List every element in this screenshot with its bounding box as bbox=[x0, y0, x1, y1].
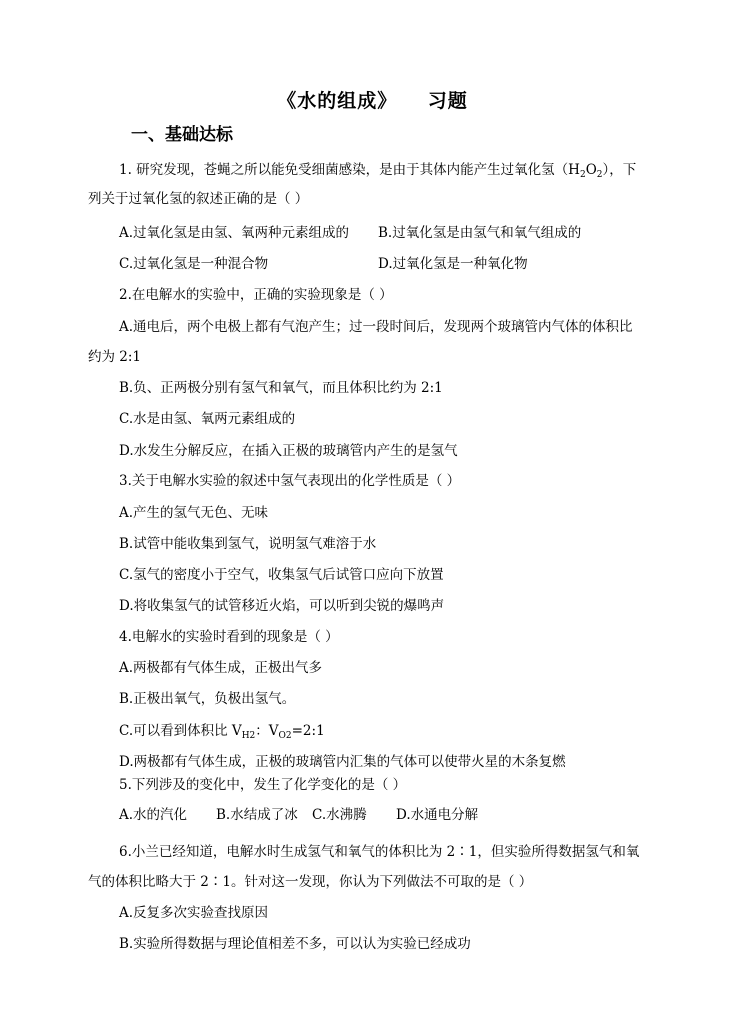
question-5-stem: 5.下列涉及的变化中，发生了化学变化的是（ ） bbox=[119, 777, 407, 793]
question-3-option-a: A.产生的氢气无色、无味 bbox=[119, 505, 269, 521]
question-1-option-c: C.过氧化氢是一种混合物 bbox=[119, 256, 269, 272]
question-1-option-d: D.过氧化氢是一种氧化物 bbox=[378, 256, 528, 272]
question-6-stem: 6.小兰已经知道，电解水时生成氢气和氧气的体积比为 2∶1，但实验所得数据氢气和氧 bbox=[119, 844, 640, 860]
question-4-option-c: C.可以看到体积比 $V_{H2}$：$V_{O2}=2:1$ bbox=[119, 723, 325, 741]
question-6-stem-cont: 气的体积比略大于 2∶1。针对这一发现，你认为下列做法不可取的是（ ） bbox=[88, 874, 533, 890]
question-3-option-d: D.将收集氢气的试管移近火焰，可以听到尖锐的爆鸣声 bbox=[119, 598, 445, 614]
question-2-option-b: B.负、正两极分别有氢气和氧气，而且体积比约为 2:1 bbox=[119, 380, 443, 396]
question-4-option-d: D.两极都有气体生成，正极的玻璃管内汇集的气体可以使带火星的木条复燃 bbox=[119, 754, 566, 770]
question-5-option-b: B.水结成了冰 bbox=[216, 807, 298, 823]
question-1-stem: 1. 研究发现，苍蝇之所以能免受细菌感染，是由于其体内能产生过氧化氢$(H_2O_2)$，下 bbox=[119, 162, 637, 180]
question-4-option-a: A.两极都有气体生成，正极出气多 bbox=[119, 660, 323, 676]
question-5-option-c: C.水沸腾 bbox=[312, 807, 367, 823]
question-1-option-a: A.过氧化氢是由氢、氧两种元素组成的 bbox=[119, 225, 350, 241]
section-heading: 一、基础达标 bbox=[131, 125, 233, 145]
question-5-options bbox=[119, 806, 478, 824]
page-title: 《水的组成》 习题 bbox=[277, 90, 468, 112]
question-6-option-a: A.反复多次实验查找原因 bbox=[119, 905, 269, 921]
question-2-option-a-cont: 约为 2:1 bbox=[88, 349, 142, 365]
question-2-option-d: D.水发生分解反应，在插入正极的玻璃管内产生的是氢气 bbox=[119, 443, 458, 459]
question-5-option-d: D.水通电分解 bbox=[396, 807, 479, 823]
question-2-option-a: A.通电后，两个电极上都有气泡产生；过一段时间后，发现两个玻璃管内气体的体积比 bbox=[119, 319, 633, 335]
question-4-stem: 4.电解水的实验时看到的现象是（ ） bbox=[119, 629, 339, 645]
question-3-stem: 3.关于电解水实验的叙述中氢气表现出的化学性质是（ ） bbox=[119, 473, 461, 489]
question-2-option-c: C.水是由氢、氧两元素组成的 bbox=[119, 411, 296, 427]
question-1-option-b: B.过氧化氢是由氢气和氧气组成的 bbox=[378, 225, 582, 241]
question-5-option-a: A.水的汽化 bbox=[119, 807, 188, 823]
question-1-stem-cont: 列关于过氧化氢的叙述正确的是（ ） bbox=[88, 191, 309, 207]
question-3-option-b: B.试管中能收集到氢气，说明氢气难溶于水 bbox=[119, 536, 377, 552]
question-4-option-b: B.正极出氧气，负极出氢气。 bbox=[119, 691, 296, 707]
question-6-option-b: B.实验所得数据与理论值相差不多，可以认为实验已经成功 bbox=[119, 936, 471, 952]
question-3-option-c: C.氢气的密度小于空气，收集氢气后试管口应向下放置 bbox=[119, 567, 444, 583]
question-2-stem: 2.在电解水的实验中，正确的实验现象是（ ） bbox=[119, 287, 393, 303]
